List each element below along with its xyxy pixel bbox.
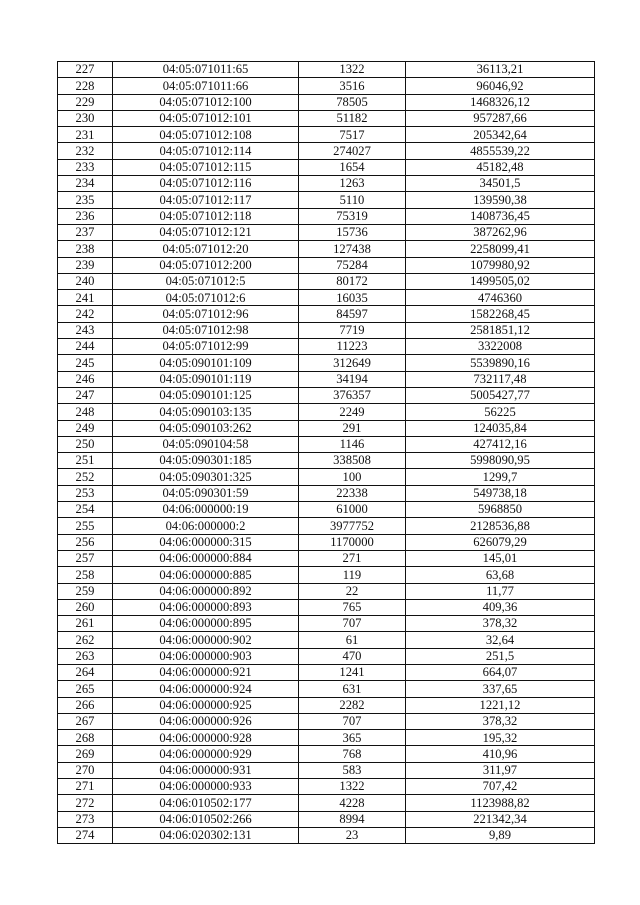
value-cell: 732117,48 xyxy=(406,371,595,387)
table-row xyxy=(58,779,595,795)
cadastral-number-cell: 04:05:090101:119 xyxy=(113,371,299,387)
value-cell: 11,77 xyxy=(406,583,595,599)
cadastral-number-cell: 04:05:071012:116 xyxy=(113,176,299,192)
table-row xyxy=(58,404,595,420)
value-cell: 96046,92 xyxy=(406,78,595,94)
value-cell: 378,32 xyxy=(406,616,595,632)
area-cell: 51182 xyxy=(299,110,406,126)
value-cell: 4855539,22 xyxy=(406,143,595,159)
cadastral-number-cell: 04:05:090103:135 xyxy=(113,404,299,420)
area-cell: 3977752 xyxy=(299,518,406,534)
area-cell: 365 xyxy=(299,730,406,746)
table-row xyxy=(58,453,595,469)
row-number-cell: 231 xyxy=(58,127,113,143)
table-row xyxy=(58,371,595,387)
area-cell: 119 xyxy=(299,567,406,583)
cadastral-number-cell: 04:06:000000:315 xyxy=(113,534,299,550)
value-cell: 1582268,45 xyxy=(406,306,595,322)
table-row xyxy=(58,697,595,713)
cadastral-number-cell: 04:06:000000:933 xyxy=(113,779,299,795)
area-cell: 274027 xyxy=(299,143,406,159)
row-number-cell: 271 xyxy=(58,779,113,795)
table-row xyxy=(58,664,595,680)
row-number-cell: 238 xyxy=(58,241,113,257)
value-cell: 34501,5 xyxy=(406,176,595,192)
table-row xyxy=(58,159,595,175)
value-cell: 957287,66 xyxy=(406,110,595,126)
table-row xyxy=(58,518,595,534)
area-cell: 1322 xyxy=(299,62,406,78)
table-row xyxy=(58,62,595,78)
area-cell: 1241 xyxy=(299,664,406,680)
cadastral-number-cell: 04:05:090301:59 xyxy=(113,485,299,501)
table-row xyxy=(58,485,595,501)
area-cell: 765 xyxy=(299,599,406,615)
row-number-cell: 244 xyxy=(58,339,113,355)
value-cell: 221342,34 xyxy=(406,811,595,827)
area-cell: 16035 xyxy=(299,290,406,306)
row-number-cell: 262 xyxy=(58,632,113,648)
cadastral-number-cell: 04:05:071012:6 xyxy=(113,290,299,306)
cadastral-number-cell: 04:06:010502:177 xyxy=(113,795,299,811)
row-number-cell: 265 xyxy=(58,681,113,697)
value-cell: 205342,64 xyxy=(406,127,595,143)
area-cell: 61000 xyxy=(299,502,406,518)
area-cell: 34194 xyxy=(299,371,406,387)
row-number-cell: 245 xyxy=(58,355,113,371)
area-cell: 338508 xyxy=(299,453,406,469)
table-row xyxy=(58,355,595,371)
table-row xyxy=(58,827,595,843)
row-number-cell: 255 xyxy=(58,518,113,534)
area-cell: 15736 xyxy=(299,224,406,240)
cadastral-number-cell: 04:06:020302:131 xyxy=(113,827,299,843)
row-number-cell: 251 xyxy=(58,453,113,469)
area-cell: 1146 xyxy=(299,436,406,452)
row-number-cell: 237 xyxy=(58,224,113,240)
row-number-cell: 247 xyxy=(58,387,113,403)
table-row xyxy=(58,567,595,583)
area-cell: 7517 xyxy=(299,127,406,143)
area-cell: 4228 xyxy=(299,795,406,811)
table-row xyxy=(58,811,595,827)
cadastral-number-cell: 04:05:071012:118 xyxy=(113,208,299,224)
cadastral-number-cell: 04:05:090103:262 xyxy=(113,420,299,436)
table-row xyxy=(58,730,595,746)
value-cell: 5968850 xyxy=(406,502,595,518)
row-number-cell: 254 xyxy=(58,502,113,518)
table-row xyxy=(58,208,595,224)
cadastral-number-cell: 04:06:000000:928 xyxy=(113,730,299,746)
area-cell: 768 xyxy=(299,746,406,762)
value-cell: 251,5 xyxy=(406,648,595,664)
table-body xyxy=(58,62,595,844)
value-cell: 3322008 xyxy=(406,339,595,355)
value-cell: 9,89 xyxy=(406,827,595,843)
value-cell: 56225 xyxy=(406,404,595,420)
cadastral-number-cell: 04:05:071012:99 xyxy=(113,339,299,355)
cadastral-number-cell: 04:05:071012:20 xyxy=(113,241,299,257)
value-cell: 139590,38 xyxy=(406,192,595,208)
area-cell: 22 xyxy=(299,583,406,599)
cadastral-number-cell: 04:06:000000:895 xyxy=(113,616,299,632)
cadastral-number-cell: 04:05:090301:185 xyxy=(113,453,299,469)
area-cell: 80172 xyxy=(299,273,406,289)
value-cell: 1221,12 xyxy=(406,697,595,713)
row-number-cell: 249 xyxy=(58,420,113,436)
row-number-cell: 232 xyxy=(58,143,113,159)
row-number-cell: 263 xyxy=(58,648,113,664)
cadastral-number-cell: 04:05:071012:101 xyxy=(113,110,299,126)
area-cell: 127438 xyxy=(299,241,406,257)
table-row xyxy=(58,290,595,306)
value-cell: 195,32 xyxy=(406,730,595,746)
row-number-cell: 235 xyxy=(58,192,113,208)
row-number-cell: 242 xyxy=(58,306,113,322)
value-cell: 5998090,95 xyxy=(406,453,595,469)
table-row xyxy=(58,192,595,208)
row-number-cell: 234 xyxy=(58,176,113,192)
row-number-cell: 230 xyxy=(58,110,113,126)
row-number-cell: 267 xyxy=(58,713,113,729)
cadastral-number-cell: 04:06:000000:929 xyxy=(113,746,299,762)
value-cell: 2258099,41 xyxy=(406,241,595,257)
area-cell: 2282 xyxy=(299,697,406,713)
cadastral-number-cell: 04:06:000000:902 xyxy=(113,632,299,648)
row-number-cell: 243 xyxy=(58,322,113,338)
row-number-cell: 264 xyxy=(58,664,113,680)
area-cell: 23 xyxy=(299,827,406,843)
cadastral-number-cell: 04:06:000000:19 xyxy=(113,502,299,518)
area-cell: 22338 xyxy=(299,485,406,501)
row-number-cell: 228 xyxy=(58,78,113,94)
value-cell: 626079,29 xyxy=(406,534,595,550)
row-number-cell: 260 xyxy=(58,599,113,615)
cadastral-number-cell: 04:06:000000:892 xyxy=(113,583,299,599)
cadastral-number-cell: 04:05:071012:114 xyxy=(113,143,299,159)
area-cell: 11223 xyxy=(299,339,406,355)
row-number-cell: 248 xyxy=(58,404,113,420)
value-cell: 124035,84 xyxy=(406,420,595,436)
cadastral-number-cell: 04:06:000000:931 xyxy=(113,762,299,778)
table-row xyxy=(58,583,595,599)
cadastral-number-cell: 04:06:000000:893 xyxy=(113,599,299,615)
cadastral-number-cell: 04:06:000000:926 xyxy=(113,713,299,729)
value-cell: 4746360 xyxy=(406,290,595,306)
table-row xyxy=(58,306,595,322)
table-row xyxy=(58,420,595,436)
cadastral-number-cell: 04:06:000000:903 xyxy=(113,648,299,664)
table-row xyxy=(58,681,595,697)
cadastral-number-cell: 04:05:071011:66 xyxy=(113,78,299,94)
row-number-cell: 273 xyxy=(58,811,113,827)
row-number-cell: 241 xyxy=(58,290,113,306)
value-cell: 36113,21 xyxy=(406,62,595,78)
table-row xyxy=(58,550,595,566)
area-cell: 1654 xyxy=(299,159,406,175)
row-number-cell: 246 xyxy=(58,371,113,387)
row-number-cell: 252 xyxy=(58,469,113,485)
row-number-cell: 259 xyxy=(58,583,113,599)
cadastral-number-cell: 04:06:000000:884 xyxy=(113,550,299,566)
value-cell: 1079980,92 xyxy=(406,257,595,273)
area-cell: 271 xyxy=(299,550,406,566)
cadastral-number-cell: 04:05:071012:108 xyxy=(113,127,299,143)
cadastral-number-cell: 04:05:090301:325 xyxy=(113,469,299,485)
area-cell: 1170000 xyxy=(299,534,406,550)
table-row xyxy=(58,616,595,632)
cadastral-number-cell: 04:05:071012:100 xyxy=(113,94,299,110)
row-number-cell: 239 xyxy=(58,257,113,273)
value-cell: 1499505,02 xyxy=(406,273,595,289)
area-cell: 470 xyxy=(299,648,406,664)
table-row xyxy=(58,469,595,485)
value-cell: 707,42 xyxy=(406,779,595,795)
table-row xyxy=(58,241,595,257)
area-cell: 5110 xyxy=(299,192,406,208)
value-cell: 2581851,12 xyxy=(406,322,595,338)
area-cell: 291 xyxy=(299,420,406,436)
area-cell: 631 xyxy=(299,681,406,697)
table-row xyxy=(58,339,595,355)
cadastral-number-cell: 04:06:000000:2 xyxy=(113,518,299,534)
area-cell: 75319 xyxy=(299,208,406,224)
table-row xyxy=(58,746,595,762)
area-cell: 707 xyxy=(299,616,406,632)
value-cell: 409,36 xyxy=(406,599,595,615)
table-row xyxy=(58,599,595,615)
land-plot-table xyxy=(57,61,595,844)
area-cell: 1263 xyxy=(299,176,406,192)
cadastral-number-cell: 04:06:000000:925 xyxy=(113,697,299,713)
table-row xyxy=(58,648,595,664)
area-cell: 583 xyxy=(299,762,406,778)
table-row xyxy=(58,127,595,143)
value-cell: 32,64 xyxy=(406,632,595,648)
table-row xyxy=(58,257,595,273)
table-row xyxy=(58,502,595,518)
value-cell: 1468326,12 xyxy=(406,94,595,110)
table-row xyxy=(58,224,595,240)
cadastral-number-cell: 04:05:071012:115 xyxy=(113,159,299,175)
cadastral-number-cell: 04:05:071012:96 xyxy=(113,306,299,322)
row-number-cell: 268 xyxy=(58,730,113,746)
area-cell: 312649 xyxy=(299,355,406,371)
cadastral-number-cell: 04:05:071012:98 xyxy=(113,322,299,338)
row-number-cell: 236 xyxy=(58,208,113,224)
cadastral-number-cell: 04:05:090101:125 xyxy=(113,387,299,403)
value-cell: 337,65 xyxy=(406,681,595,697)
table-row xyxy=(58,273,595,289)
row-number-cell: 261 xyxy=(58,616,113,632)
row-number-cell: 253 xyxy=(58,485,113,501)
value-cell: 387262,96 xyxy=(406,224,595,240)
area-cell: 707 xyxy=(299,713,406,729)
value-cell: 1299,7 xyxy=(406,469,595,485)
row-number-cell: 274 xyxy=(58,827,113,843)
row-number-cell: 269 xyxy=(58,746,113,762)
area-cell: 7719 xyxy=(299,322,406,338)
table-row xyxy=(58,632,595,648)
cadastral-number-cell: 04:06:000000:924 xyxy=(113,681,299,697)
table-row xyxy=(58,94,595,110)
row-number-cell: 266 xyxy=(58,697,113,713)
cadastral-number-cell: 04:05:071012:200 xyxy=(113,257,299,273)
row-number-cell: 233 xyxy=(58,159,113,175)
area-cell: 78505 xyxy=(299,94,406,110)
area-cell: 1322 xyxy=(299,779,406,795)
row-number-cell: 258 xyxy=(58,567,113,583)
value-cell: 5539890,16 xyxy=(406,355,595,371)
table-row xyxy=(58,762,595,778)
value-cell: 311,97 xyxy=(406,762,595,778)
table-row xyxy=(58,713,595,729)
table-row xyxy=(58,78,595,94)
value-cell: 1123988,82 xyxy=(406,795,595,811)
table-row xyxy=(58,534,595,550)
value-cell: 549738,18 xyxy=(406,485,595,501)
cadastral-number-cell: 04:06:010502:266 xyxy=(113,811,299,827)
table-row xyxy=(58,143,595,159)
cadastral-number-cell: 04:05:090101:109 xyxy=(113,355,299,371)
value-cell: 1408736,45 xyxy=(406,208,595,224)
row-number-cell: 250 xyxy=(58,436,113,452)
table-row xyxy=(58,795,595,811)
value-cell: 664,07 xyxy=(406,664,595,680)
area-cell: 3516 xyxy=(299,78,406,94)
row-number-cell: 229 xyxy=(58,94,113,110)
value-cell: 410,96 xyxy=(406,746,595,762)
value-cell: 145,01 xyxy=(406,550,595,566)
cadastral-number-cell: 04:05:090104:58 xyxy=(113,436,299,452)
table-row xyxy=(58,322,595,338)
area-cell: 100 xyxy=(299,469,406,485)
table-row xyxy=(58,176,595,192)
value-cell: 378,32 xyxy=(406,713,595,729)
row-number-cell: 227 xyxy=(58,62,113,78)
value-cell: 2128536,88 xyxy=(406,518,595,534)
cadastral-number-cell: 04:06:000000:885 xyxy=(113,567,299,583)
table-row xyxy=(58,387,595,403)
value-cell: 427412,16 xyxy=(406,436,595,452)
table-row xyxy=(58,436,595,452)
row-number-cell: 270 xyxy=(58,762,113,778)
value-cell: 45182,48 xyxy=(406,159,595,175)
value-cell: 63,68 xyxy=(406,567,595,583)
row-number-cell: 272 xyxy=(58,795,113,811)
row-number-cell: 257 xyxy=(58,550,113,566)
area-cell: 75284 xyxy=(299,257,406,273)
value-cell: 5005427,77 xyxy=(406,387,595,403)
table-row xyxy=(58,110,595,126)
cadastral-number-cell: 04:06:000000:921 xyxy=(113,664,299,680)
row-number-cell: 256 xyxy=(58,534,113,550)
area-cell: 61 xyxy=(299,632,406,648)
area-cell: 376357 xyxy=(299,387,406,403)
cadastral-number-cell: 04:05:071012:121 xyxy=(113,224,299,240)
cadastral-number-cell: 04:05:071012:5 xyxy=(113,273,299,289)
area-cell: 84597 xyxy=(299,306,406,322)
area-cell: 8994 xyxy=(299,811,406,827)
area-cell: 2249 xyxy=(299,404,406,420)
cadastral-number-cell: 04:05:071012:117 xyxy=(113,192,299,208)
row-number-cell: 240 xyxy=(58,273,113,289)
cadastral-number-cell: 04:05:071011:65 xyxy=(113,62,299,78)
